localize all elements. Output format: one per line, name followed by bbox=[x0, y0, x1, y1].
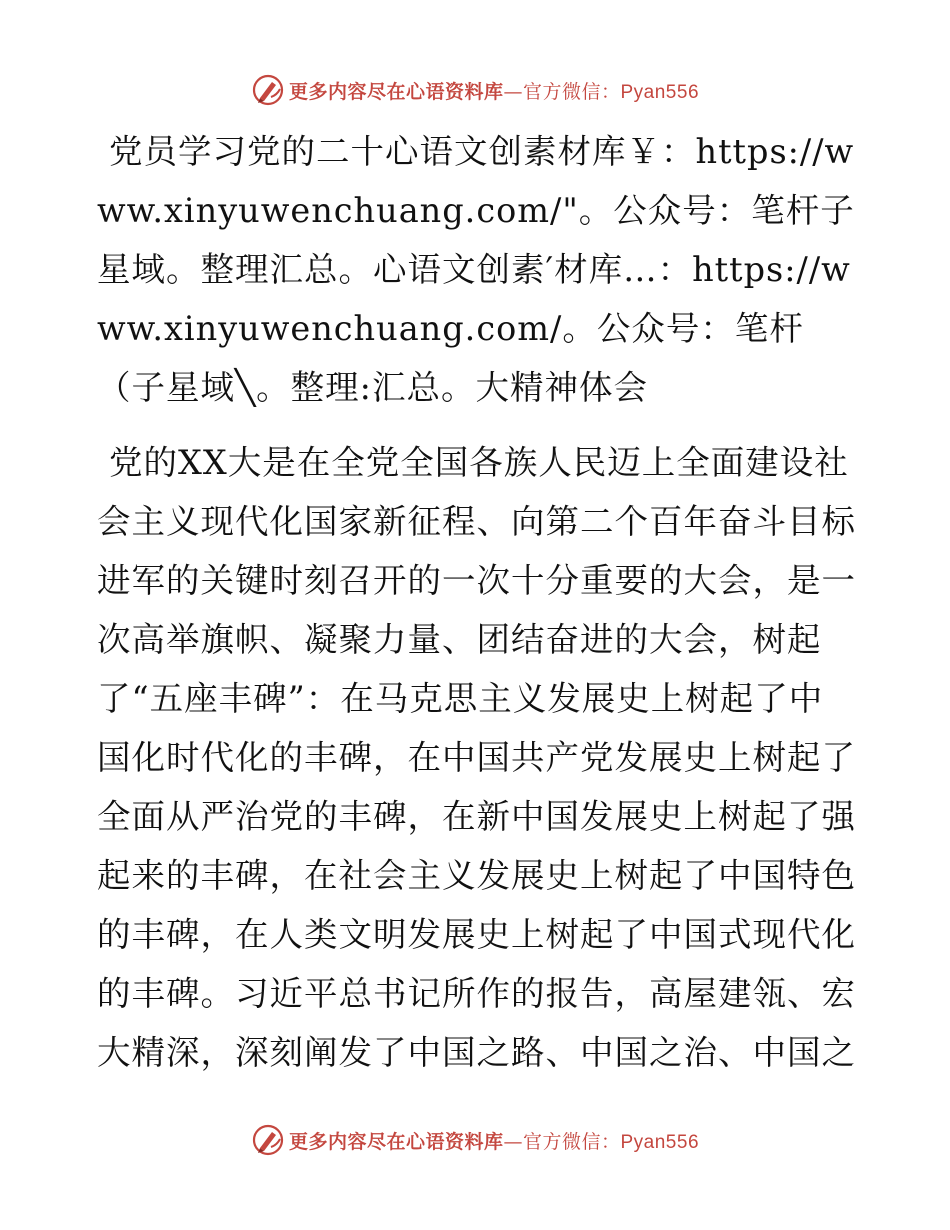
banner-contact: 官方微信：Pyan556 bbox=[523, 1131, 700, 1153]
intro-paragraph: 党员学习党的二十心语文创素材库￥：https://www.xinyuwenchuang.com/"。公众号：笔杆子星域。整理汇总。心语文创素′材库…：https://www.xinyuwenchuang.com/。公众号：笔杆（子星域╲。整理:汇总。大精神体会 bbox=[97, 132, 855, 407]
banner-separator: — bbox=[503, 80, 523, 103]
main-paragraph: 党的XX大是在全党全国各族人民迈上全面建设社会主义现代化国家新征程、向第二个百年奋斗目标进军的关键时刻召开的一次十分重要的大会，是一次高举旗帜、凝聚力量、团结奋进的大会，树起了“五座丰碑”：在马克思主义发展史上树起了中国化时代化的丰碑，在中国共产党发展史上树起了全面从严治党的丰碑，在新中国发展史上树起了强起来的丰碑，在社会主义发展史上树起了中国特色的丰碑，在人类文明发展史上树起了中国式现代化的丰碑。习近平总书记所作的报告，高屋建瓴、宏大精深，深刻阐发了中国之路、中国之治、中国之 bbox=[97, 443, 856, 1072]
banner-title bbox=[289, 1127, 699, 1154]
banner-title bbox=[289, 77, 699, 104]
banner-contact: 官方微信：Pyan556 bbox=[523, 81, 700, 103]
pen-logo-icon bbox=[251, 1123, 285, 1157]
document-body bbox=[97, 122, 857, 1082]
pen-logo-icon bbox=[251, 73, 285, 107]
header-banner bbox=[0, 72, 950, 108]
banner-separator: — bbox=[503, 1130, 523, 1153]
footer-banner bbox=[0, 1122, 950, 1158]
banner-title-text: 更多内容尽在心语资料库 bbox=[288, 80, 504, 103]
banner-title-text: 更多内容尽在心语资料库 bbox=[288, 1130, 504, 1153]
